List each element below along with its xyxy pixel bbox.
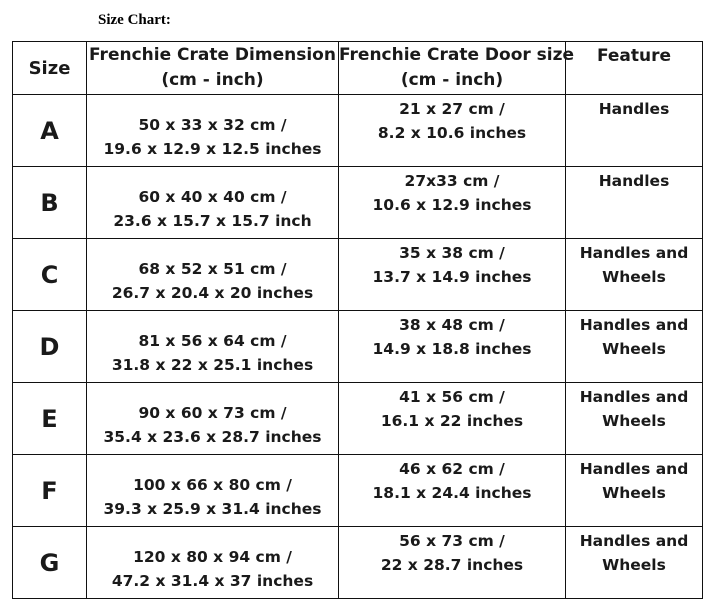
header-size-label: Size xyxy=(28,57,71,79)
door-size-cm: 27x33 cm / xyxy=(404,172,500,190)
size-label: A xyxy=(40,117,59,145)
size-cell xyxy=(13,239,87,311)
feature-line-2: Wheels xyxy=(602,484,666,502)
dimension-inch: 35.4 x 23.6 x 28.7 inches xyxy=(103,428,322,446)
header-dimension-line-1: Frenchie Crate Dimension xyxy=(89,45,336,65)
dimension-cm: 100 x 66 x 80 cm / xyxy=(133,476,292,494)
dimension-cm: 68 x 52 x 51 cm / xyxy=(138,260,287,278)
table-row xyxy=(13,95,703,167)
table-header-row xyxy=(13,42,703,95)
dimension-cell xyxy=(87,95,339,167)
feature-line-2 xyxy=(566,121,702,145)
table-row xyxy=(13,167,703,239)
feature-cell xyxy=(566,95,703,167)
door-size-inch: 14.9 x 18.8 inches xyxy=(372,340,532,358)
header-feature-label: Feature xyxy=(596,46,672,66)
feature-line-2: Wheels xyxy=(602,340,666,358)
table-row xyxy=(13,455,703,527)
size-label: C xyxy=(40,261,59,289)
dimension-cell xyxy=(87,311,339,383)
size-label: E xyxy=(41,405,58,433)
door-size-cell xyxy=(339,95,566,167)
feature-line-1: Handles xyxy=(598,100,670,118)
dimension-inch: 23.6 x 15.7 x 15.7 inch xyxy=(113,212,312,230)
feature-cell xyxy=(566,383,703,455)
header-dimension xyxy=(87,42,339,95)
door-size-inch: 10.6 x 12.9 inches xyxy=(372,196,532,214)
door-size-cell xyxy=(339,239,566,311)
dimension-inch: 26.7 x 20.4 x 20 inches xyxy=(111,284,314,302)
size-cell xyxy=(13,527,87,599)
dimension-cell xyxy=(87,239,339,311)
feature-line-1: Handles and xyxy=(579,244,689,262)
header-door-line-2: (cm - inch) xyxy=(400,70,504,90)
size-label: G xyxy=(39,549,60,577)
feature-line-2 xyxy=(566,193,702,217)
dimension-cm: 60 x 40 x 40 cm / xyxy=(138,188,287,206)
dimension-cm: 90 x 60 x 73 cm / xyxy=(138,404,287,422)
dimension-inch: 39.3 x 25.9 x 31.4 inches xyxy=(103,500,322,518)
feature-cell xyxy=(566,167,703,239)
dimension-cm: 50 x 33 x 32 cm / xyxy=(138,116,287,134)
size-cell xyxy=(13,95,87,167)
dimension-inch: 31.8 x 22 x 25.1 inches xyxy=(111,356,314,374)
door-size-cm: 35 x 38 cm / xyxy=(399,244,505,262)
dimension-cell xyxy=(87,167,339,239)
size-cell xyxy=(13,167,87,239)
feature-cell xyxy=(566,311,703,383)
header-dimension-line-2: (cm - inch) xyxy=(161,70,264,90)
size-chart-table xyxy=(12,41,703,599)
door-size-cm: 38 x 48 cm / xyxy=(399,316,505,334)
door-size-inch: 22 x 28.7 inches xyxy=(380,556,524,574)
dimension-cm: 81 x 56 x 64 cm / xyxy=(138,332,287,350)
dimension-cell xyxy=(87,527,339,599)
header-door-line-1: Frenchie Crate Door size xyxy=(339,45,575,65)
door-size-cm: 46 x 62 cm / xyxy=(399,460,505,478)
size-label: D xyxy=(39,333,60,361)
feature-cell xyxy=(566,239,703,311)
feature-line-2: Wheels xyxy=(602,268,666,286)
dimension-inch: 47.2 x 31.4 x 37 inches xyxy=(111,572,314,590)
door-size-inch: 16.1 x 22 inches xyxy=(380,412,524,430)
door-size-cm: 56 x 73 cm / xyxy=(399,532,505,550)
door-size-cell xyxy=(339,455,566,527)
page-title: Size Chart: xyxy=(98,12,171,28)
door-size-inch: 18.1 x 24.4 inches xyxy=(372,484,532,502)
feature-cell xyxy=(566,455,703,527)
dimension-cell xyxy=(87,383,339,455)
dimension-inch: 19.6 x 12.9 x 12.5 inches xyxy=(103,140,322,158)
header-size xyxy=(13,42,87,95)
door-size-cell xyxy=(339,311,566,383)
door-size-inch: 8.2 x 10.6 inches xyxy=(377,124,527,142)
door-size-cell xyxy=(339,383,566,455)
feature-line-1: Handles and xyxy=(579,532,689,550)
table-row xyxy=(13,383,703,455)
size-cell xyxy=(13,311,87,383)
feature-line-1: Handles and xyxy=(579,316,689,334)
door-size-cell xyxy=(339,167,566,239)
door-size-inch: 13.7 x 14.9 inches xyxy=(372,268,532,286)
size-cell xyxy=(13,383,87,455)
table-row xyxy=(13,311,703,383)
header-door-size xyxy=(339,42,575,95)
feature-line-1: Handles and xyxy=(579,460,689,478)
feature-line-2: Wheels xyxy=(602,412,666,430)
feature-cell xyxy=(566,527,703,599)
size-label: F xyxy=(41,477,58,505)
feature-line-2: Wheels xyxy=(602,556,666,574)
size-cell xyxy=(13,455,87,527)
feature-line-1: Handles xyxy=(598,172,670,190)
door-size-cm: 41 x 56 cm / xyxy=(399,388,505,406)
door-size-cell xyxy=(339,527,566,599)
dimension-cm: 120 x 80 x 94 cm / xyxy=(133,548,292,566)
table-row xyxy=(13,527,703,599)
header-feature xyxy=(566,42,703,95)
table-row xyxy=(13,239,703,311)
dimension-cell xyxy=(87,455,339,527)
size-label: B xyxy=(40,189,59,217)
door-size-cm: 21 x 27 cm / xyxy=(399,100,505,118)
feature-line-1: Handles and xyxy=(579,388,689,406)
